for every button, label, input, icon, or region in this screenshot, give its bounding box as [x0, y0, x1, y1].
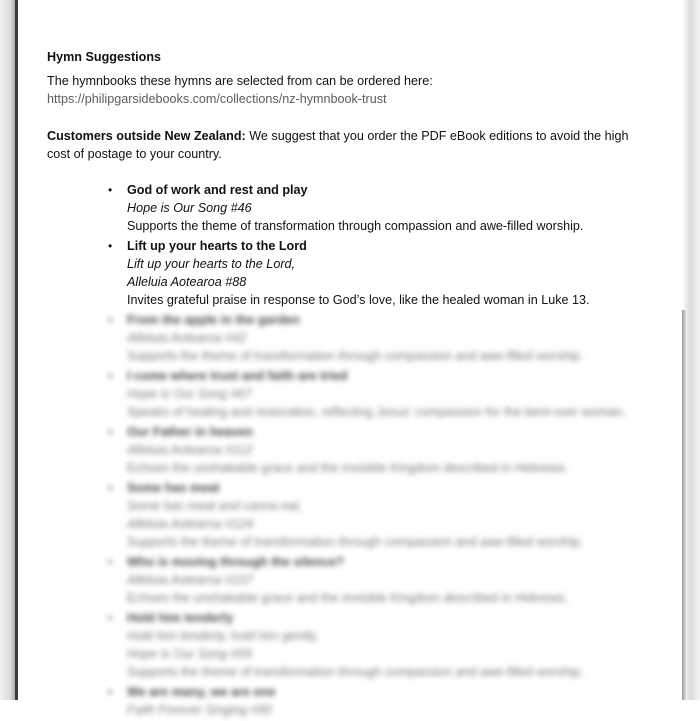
hymn-note: Supports the theme of transformation through compassion and awe-filled worship. — [127, 665, 584, 679]
hymn-source: Hope is Our Song #46 — [127, 201, 252, 215]
bullet-icon: • — [108, 555, 113, 569]
bullet-icon: • — [108, 611, 113, 625]
bullet-icon: • — [108, 481, 113, 495]
bullet-icon: • — [108, 369, 113, 383]
hymn-note: Echoes the unshakable grace and the invisible Kingdom described in Hebrews. — [127, 591, 569, 605]
hymn-source: Lift up your hearts to the Lord, — [127, 257, 296, 271]
bullet-icon: • — [108, 183, 113, 197]
intro-text: The hymnbooks these hymns are selected from can be ordered here: — [47, 74, 433, 88]
hymn-title: I come where trust and faith are tried — [127, 369, 348, 383]
hymn-source: Hold him tenderly, hold him gently, — [127, 629, 319, 643]
customers-text: We suggest that you order the PDF eBook editions to avoid the high cost of postage to your country. — [47, 129, 629, 161]
hymn-list-item — [108, 553, 652, 607]
hymn-source: Alleluia Aotearoa #42 — [127, 331, 247, 345]
page-left-edge — [0, 0, 18, 700]
hymn-note: Supports the theme of transformation through compassion and awe-filled worship. — [127, 349, 584, 363]
page-title: Hymn Suggestions — [47, 50, 162, 64]
hymn-title: Some has meat — [127, 481, 220, 495]
intro-paragraph — [47, 72, 652, 108]
bullet-icon: • — [108, 685, 113, 699]
hymn-list-item — [108, 311, 652, 365]
hymn-list-item — [108, 367, 652, 421]
hymn-title: Who is moving through the silence? — [127, 555, 344, 569]
bullet-icon: • — [108, 313, 113, 327]
document-body — [47, 48, 652, 721]
customers-label: Customers outside New Zealand: — [47, 129, 246, 143]
hymn-title: We are many, we are one — [127, 685, 276, 699]
hymn-source: Alleluia Aotearoa #112 — [127, 443, 253, 457]
hymnbook-link[interactable]: https://philipgarsidebooks.com/collections/nz-hymnbook-trust — [47, 92, 387, 106]
bullet-icon: • — [108, 425, 113, 439]
hymn-list-item — [108, 609, 652, 681]
hymn-title: Lift up your hearts to the Lord — [127, 239, 307, 253]
hymn-source: Hope is Our Song #59 — [127, 647, 252, 661]
hymn-source: Alleluia Aotearoa #88 — [127, 275, 247, 289]
hymn-source: Alleluia Aotearoa #157 — [127, 573, 254, 587]
hymn-title: Hold him tenderly — [127, 611, 234, 625]
hymn-source: Hope is Our Song #67 — [127, 387, 252, 401]
hymn-title: From the apple in the garden — [127, 313, 300, 327]
hymn-list-item — [108, 423, 652, 477]
hymn-list-item — [108, 237, 652, 309]
hymn-note: Speaks of healing and restoration, reflecting Jesus’ compassion for the bent-over woman. — [127, 405, 626, 419]
hymn-list — [47, 181, 652, 719]
hymn-note: Echoes the unshakable grace and the invisible Kingdom described in Hebrews. — [127, 461, 569, 475]
hymn-source: Some has meat and canna eat, — [127, 499, 303, 513]
hymn-title: God of work and rest and play — [127, 183, 308, 197]
hymn-note: Invites grateful praise in response to God’s love, like the healed woman in Luke 13. — [127, 293, 590, 307]
customers-note — [47, 127, 652, 163]
hymn-note: Supports the theme of transformation through compassion and awe-filled worship. — [127, 535, 584, 549]
hymn-source: Alleluia Aotearoa #124 — [127, 517, 254, 531]
hymn-note: Supports the theme of transformation through compassion and awe-filled worship. — [127, 219, 584, 233]
bullet-icon: • — [108, 239, 113, 253]
page-right-edge — [682, 0, 700, 700]
hymn-title: Our Father in heaven — [127, 425, 253, 439]
hymn-list-item — [108, 683, 652, 719]
hymn-list-item — [108, 479, 652, 551]
hymn-list-item — [108, 181, 652, 235]
hymn-source: Faith Forever Singing #90 — [127, 703, 272, 717]
